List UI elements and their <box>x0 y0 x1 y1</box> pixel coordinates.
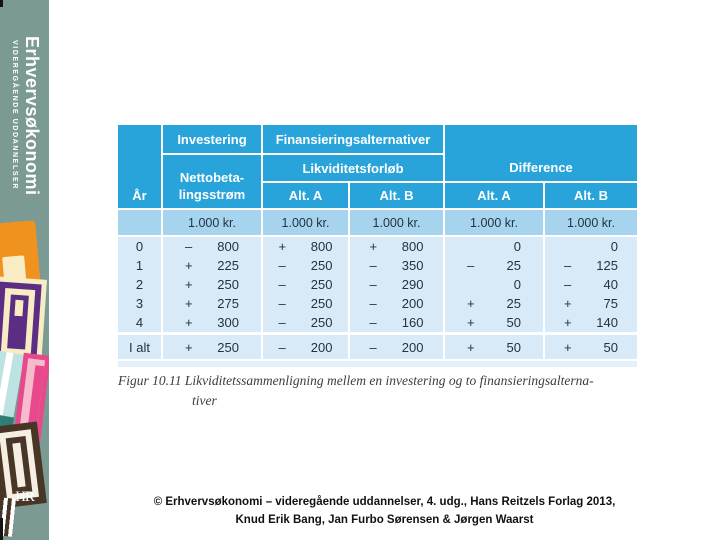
table-body <box>118 235 637 367</box>
cell-sign: – <box>369 296 377 311</box>
value-cell <box>350 294 445 313</box>
year-cell: 3 <box>118 294 163 313</box>
cell-sign: + <box>564 339 572 355</box>
cell-value: 250 <box>310 258 333 273</box>
cell-value: 800 <box>401 239 424 254</box>
figure-caption <box>118 371 648 412</box>
cell-value: 160 <box>401 315 424 330</box>
table-row <box>118 256 637 275</box>
cell-sign: – <box>278 296 286 311</box>
cell-value: 290 <box>401 277 424 292</box>
value-cell <box>545 256 637 275</box>
cell-sign: – <box>564 258 572 273</box>
cell-sign: + <box>369 239 378 254</box>
cell-sign: – <box>467 258 475 273</box>
cell-value: 50 <box>603 339 618 355</box>
value-cell <box>445 256 545 275</box>
table-header <box>118 125 637 208</box>
header-likv-alt-b: Alt. B <box>350 183 445 208</box>
unit-cell-empty <box>118 210 163 235</box>
cell-value: 0 <box>513 239 521 254</box>
cell-value: 50 <box>506 315 521 330</box>
cell-value: 250 <box>310 315 333 330</box>
cell-value: 25 <box>506 258 521 273</box>
caption-line2: tiver <box>192 393 217 409</box>
value-cell <box>545 237 637 256</box>
cell-sign: – <box>278 258 286 273</box>
unit-cell: 1.000 kr. <box>567 215 615 230</box>
cell-sign: + <box>467 296 475 311</box>
header-difference: Difference <box>445 125 637 183</box>
footer-line2: Knud Erik Bang, Jan Furbo Sørensen & Jørgen Waarst <box>235 513 534 526</box>
cell-sign: + <box>185 258 193 273</box>
unit-cell: 1.000 kr. <box>163 210 263 235</box>
corner-mark-top <box>0 0 3 7</box>
cell-value: 800 <box>310 239 333 254</box>
value-cell <box>350 237 445 256</box>
cell-value: 125 <box>596 258 618 273</box>
footer-line1: © Erhvervsøkonomi – videregående uddannelser, 4. udg., Hans Reitzels Forlag 2013, <box>153 496 616 508</box>
cell-value: 50 <box>506 339 521 355</box>
year-cell: I alt <box>118 335 163 359</box>
unit-cell: 1.000 kr. <box>350 210 445 235</box>
cell-sign: – <box>278 315 286 330</box>
cell-sign: – <box>369 339 377 355</box>
cell-value: 75 <box>603 296 618 311</box>
value-cell <box>163 275 263 294</box>
cell-sign: – <box>278 277 286 292</box>
cell-value: 250 <box>310 296 333 311</box>
header-finansieringsalternativer: Finansieringsalternativer <box>263 125 445 155</box>
cell-value: 0 <box>610 239 618 254</box>
figure-table <box>118 125 637 367</box>
sidebar <box>0 0 49 540</box>
corner-mark-bottom <box>0 518 3 540</box>
cell-sign: + <box>467 315 475 330</box>
cell-value: 250 <box>310 277 333 292</box>
brand-title: Erhvervsøkonomi <box>22 36 42 196</box>
cell-value: 225 <box>217 258 239 273</box>
value-cell <box>445 335 545 359</box>
value-cell <box>445 294 545 313</box>
cell-sign: + <box>467 339 475 355</box>
value-cell <box>545 335 637 359</box>
cell-sign: + <box>564 315 572 330</box>
caption-line1: Figur 10.11 Likviditetssammenligning mellem en investering og to finansieringsalterna- <box>118 373 594 388</box>
value-cell <box>263 256 350 275</box>
cell-value: 300 <box>217 315 239 330</box>
cell-sign: + <box>278 239 287 254</box>
brand-vertical-text <box>11 36 42 211</box>
value-cell <box>350 256 445 275</box>
year-cell: 0 <box>118 237 163 256</box>
cell-sign: – <box>369 315 377 330</box>
value-cell <box>545 275 637 294</box>
value-cell <box>163 256 263 275</box>
value-cell <box>263 335 350 359</box>
cell-value: 800 <box>217 239 239 254</box>
header-year: År <box>118 125 163 208</box>
value-cell <box>263 237 350 256</box>
value-cell <box>163 294 263 313</box>
value-cell <box>163 335 263 359</box>
header-investering: Investering <box>163 125 263 155</box>
cell-sign: – <box>278 339 286 355</box>
cell-sign: + <box>185 296 193 311</box>
cell-value: 200 <box>310 339 333 355</box>
value-cell <box>545 294 637 313</box>
unit-cell: 1.000 kr. <box>445 210 545 235</box>
cell-value: 0 <box>513 277 521 292</box>
table-row <box>118 294 637 313</box>
value-cell <box>445 275 545 294</box>
cell-sign: + <box>564 296 572 311</box>
cell-sign: – <box>564 277 572 292</box>
cell-sign: – <box>185 239 193 254</box>
cell-value: 250 <box>217 339 239 355</box>
value-cell <box>263 313 350 332</box>
table-bottom-strip <box>118 361 637 367</box>
table-row <box>118 313 637 332</box>
year-cell: 2 <box>118 275 163 294</box>
value-cell <box>350 275 445 294</box>
value-cell <box>263 294 350 313</box>
value-cell <box>163 313 263 332</box>
copyright-footer <box>49 494 720 530</box>
cell-sign: – <box>369 277 377 292</box>
unit-cell: 1.000 kr. <box>263 210 350 235</box>
header-diff-alt-b: Alt. B <box>574 188 608 203</box>
cell-value: 25 <box>506 296 521 311</box>
header-likv-alt-a: Alt. A <box>263 183 350 208</box>
cell-sign: – <box>369 258 377 273</box>
cell-sign: + <box>185 339 193 355</box>
header-nettobetalingsstrom: Nettobeta- lingsstrøm <box>163 155 263 208</box>
value-cell <box>445 313 545 332</box>
cell-value: 140 <box>596 315 618 330</box>
value-cell <box>445 237 545 256</box>
value-cell <box>263 275 350 294</box>
cell-value: 200 <box>401 339 424 355</box>
cell-sign: + <box>185 277 193 292</box>
table-total-row <box>118 335 637 359</box>
header-diff-alt-a: Alt. A <box>445 183 545 208</box>
table-row <box>118 275 637 294</box>
cell-sign: + <box>185 315 193 330</box>
cell-value: 250 <box>217 277 239 292</box>
table-row <box>118 237 637 256</box>
brand-subtitle: VIDEREGÅENDE UDDANNELSER <box>11 40 18 191</box>
cell-value: 275 <box>217 296 239 311</box>
cell-value: 40 <box>603 277 618 292</box>
cell-value: 350 <box>401 258 424 273</box>
year-cell: 1 <box>118 256 163 275</box>
unit-row <box>118 208 637 235</box>
header-likviditetsforlob: Likviditetsforløb <box>263 155 445 183</box>
value-cell <box>350 313 445 332</box>
value-cell <box>545 313 637 332</box>
value-cell <box>163 237 263 256</box>
publisher-logo: HR <box>15 489 34 505</box>
value-cell <box>350 335 445 359</box>
cell-value: 200 <box>401 296 424 311</box>
year-cell: 4 <box>118 313 163 332</box>
